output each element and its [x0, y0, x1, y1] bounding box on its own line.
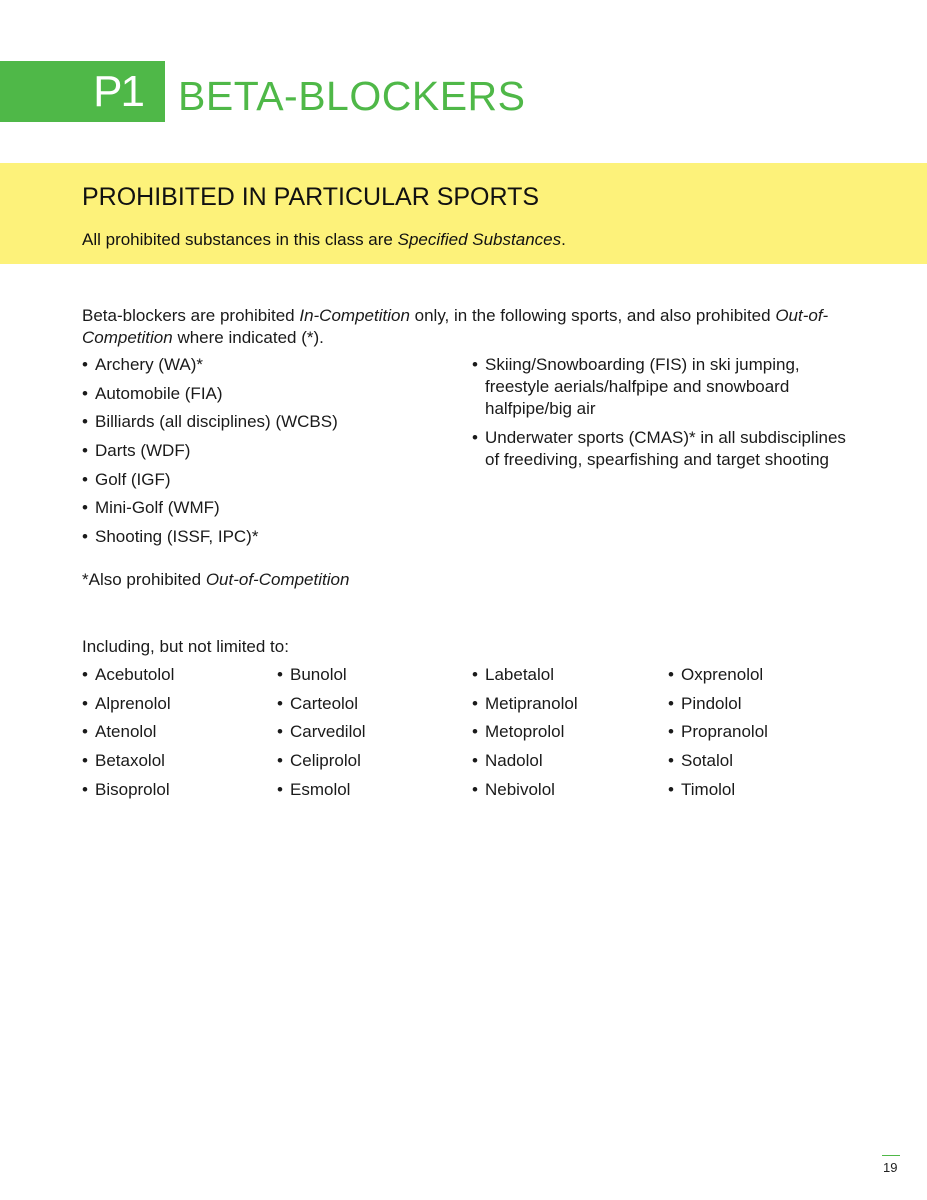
- list-item: [668, 779, 768, 808]
- bullet-icon: •: [82, 355, 88, 374]
- substance-name: Bisoprolol: [95, 779, 170, 799]
- substance-column-2: [277, 664, 366, 807]
- list-item: [82, 526, 338, 555]
- list-item: [82, 469, 338, 498]
- list-item-label: Underwater sports (CMAS)* in all subdisciplines of freediving, spearfishing and target shooting: [485, 428, 846, 469]
- list-item: [82, 497, 338, 526]
- list-item: [277, 721, 366, 750]
- bullet-icon: •: [82, 469, 88, 489]
- page-number-rule: [882, 1155, 900, 1156]
- list-item-label: Mini-Golf (WMF): [95, 498, 220, 518]
- bullet-icon: •: [472, 751, 478, 771]
- list-item: [472, 354, 862, 420]
- list-item: [82, 721, 174, 750]
- bullet-icon: •: [82, 722, 88, 742]
- bullet-icon: •: [472, 779, 478, 799]
- substance-name: Metipranolol: [485, 693, 578, 713]
- bullet-icon: •: [277, 722, 283, 742]
- substance-name: Labetalol: [485, 665, 555, 684]
- intro-text-3: where indicated (*).: [172, 327, 324, 347]
- bullet-icon: •: [82, 665, 88, 684]
- list-item: [82, 354, 338, 383]
- list-item-label: Skiing/Snowboarding (FIS) in ski jumping, freestyle aerials/halfpipe and snowboard halfpipe/big air: [485, 355, 800, 418]
- list-item: [82, 411, 338, 440]
- list-item: [472, 750, 578, 779]
- bullet-icon: •: [668, 751, 674, 771]
- section-code-badge: [0, 61, 165, 122]
- substance-name: Acebutolol: [95, 665, 175, 684]
- bullet-icon: •: [668, 693, 674, 713]
- list-item: [82, 383, 338, 412]
- list-item: [668, 750, 768, 779]
- band-note-italic: Specified Substances: [397, 230, 562, 249]
- page-title: BETA-BLOCKERS: [178, 73, 526, 119]
- substance-column-3: [472, 664, 578, 807]
- footnote: [82, 569, 349, 591]
- bullet-icon: •: [82, 693, 88, 713]
- substance-name: Atenolol: [95, 722, 157, 742]
- list-item: [82, 440, 338, 469]
- bullet-icon: •: [82, 441, 88, 461]
- bullet-icon: •: [82, 498, 88, 518]
- bullet-icon: •: [277, 693, 283, 713]
- list-item: [82, 779, 174, 808]
- bullet-icon: •: [277, 779, 283, 799]
- substance-name: Celiprolol: [290, 751, 361, 771]
- footnote-text: *Also prohibited: [82, 570, 206, 589]
- band-heading: PROHIBITED IN PARTICULAR SPORTS: [82, 183, 540, 211]
- bullet-icon: •: [277, 665, 283, 684]
- intro-paragraph: [82, 305, 842, 348]
- substance-name: Carteolol: [290, 693, 359, 713]
- bullet-icon: •: [277, 751, 283, 771]
- bullet-icon: •: [472, 665, 478, 684]
- bullet-icon: •: [82, 383, 88, 403]
- list-item-label: Golf (IGF): [95, 469, 171, 489]
- list-item: [82, 750, 174, 779]
- band-note: [82, 229, 566, 251]
- list-item: [472, 664, 578, 693]
- substance-name: Bunolol: [290, 665, 347, 684]
- footnote-italic: Out-of-Competition: [205, 570, 350, 589]
- bullet-icon: •: [82, 527, 88, 547]
- substance-name: Metoprolol: [485, 722, 565, 742]
- substance-name: Nebivolol: [485, 779, 555, 799]
- list-item-label: Archery (WA)*: [95, 355, 203, 374]
- list-item: [277, 779, 366, 808]
- list-item: [472, 427, 862, 471]
- substance-name: Timolol: [681, 779, 736, 799]
- list-item-label: Shooting (ISSF, IPC)*: [95, 527, 259, 547]
- list-item: [472, 779, 578, 808]
- bullet-icon: •: [472, 693, 478, 713]
- bullet-icon: •: [668, 779, 674, 799]
- bullet-icon: •: [472, 355, 478, 374]
- page-number: 19: [883, 1160, 898, 1175]
- list-item: [472, 721, 578, 750]
- bullet-icon: •: [472, 722, 478, 742]
- list-item-label: Billiards (all disciplines) (WCBS): [95, 412, 338, 432]
- list-item: [277, 750, 366, 779]
- bullet-icon: •: [668, 665, 674, 684]
- list-item-label: Automobile (FIA): [95, 383, 223, 403]
- band-note-text: All prohibited substances in this class are: [82, 230, 398, 249]
- substance-column-1: [82, 664, 174, 807]
- substance-name: Betaxolol: [95, 751, 165, 771]
- bullet-icon: •: [82, 779, 88, 799]
- substance-name: Esmolol: [290, 779, 351, 799]
- list-item-label: Darts (WDF): [95, 441, 191, 461]
- list-item: [82, 693, 174, 722]
- sports-list-left: [82, 354, 338, 555]
- bullet-icon: •: [668, 722, 674, 742]
- intro-text-2: only, in the following sports, and also prohibited: [409, 306, 776, 325]
- intro-italic-1: In-Competition: [299, 306, 410, 325]
- intro-italic-2: Out-of-Competition: [82, 306, 829, 347]
- including-label: Including, but not limited to:: [82, 637, 289, 656]
- substance-column-4: [668, 664, 768, 807]
- bullet-icon: •: [472, 428, 478, 447]
- sports-list-right: [472, 354, 862, 478]
- list-item: [668, 721, 768, 750]
- list-item: [472, 693, 578, 722]
- list-item: [82, 664, 174, 693]
- substance-name: Sotalol: [681, 751, 733, 771]
- substance-name: Carvedilol: [290, 722, 366, 742]
- substance-name: Oxprenolol: [681, 665, 764, 684]
- section-code: P1: [93, 66, 143, 116]
- list-item: [668, 664, 768, 693]
- list-item: [277, 664, 366, 693]
- substance-name: Pindolol: [681, 693, 742, 713]
- bullet-icon: •: [82, 751, 88, 771]
- substance-name: Propranolol: [681, 722, 768, 742]
- band-note-end: .: [561, 230, 566, 249]
- intro-text-1: Beta-blockers are prohibited: [82, 306, 300, 325]
- substance-name: Alprenolol: [95, 693, 171, 713]
- list-item: [277, 693, 366, 722]
- substance-name: Nadolol: [485, 751, 543, 771]
- bullet-icon: •: [82, 412, 88, 432]
- list-item: [668, 693, 768, 722]
